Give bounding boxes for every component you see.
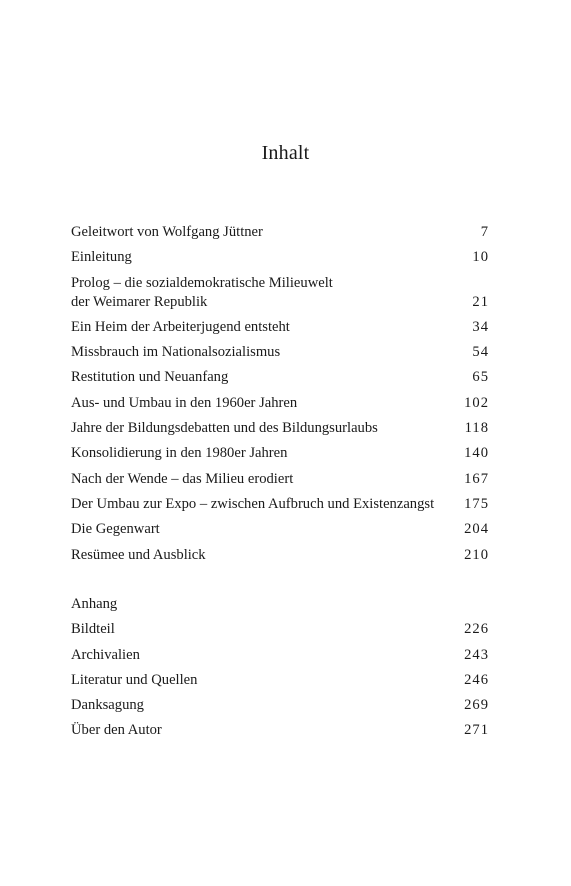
appendix-entry-label: Literatur und Quellen bbox=[71, 671, 198, 688]
toc-entry-page: 65 bbox=[472, 369, 489, 386]
appendix-entry bbox=[71, 620, 489, 639]
toc-entry-label: Resümee und Ausblick bbox=[71, 546, 206, 563]
appendix-entry-page: 269 bbox=[464, 697, 489, 714]
toc-entry bbox=[71, 248, 489, 267]
toc-entry-label: Restitution und Neuanfang bbox=[71, 369, 229, 386]
toc-entry-page: 10 bbox=[472, 249, 489, 266]
toc-entry-label: Geleitwort von Wolfgang Jüttner bbox=[71, 224, 263, 240]
toc-entry-label: Ein Heim der Arbeiterjugend entsteht bbox=[71, 318, 290, 335]
toc-entry-label: Konsolidierung in den 1980er Jahren bbox=[71, 445, 288, 462]
table-of-contents bbox=[71, 223, 489, 571]
appendix-entry-page: 243 bbox=[464, 646, 489, 663]
toc-entry-page: 102 bbox=[464, 394, 489, 411]
appendix-entry-label: Über den Autor bbox=[71, 722, 162, 739]
toc-entry-page: 140 bbox=[464, 445, 489, 462]
toc-entry-page: 204 bbox=[464, 521, 489, 538]
toc-entry-label: Jahre der Bildungsdebatten und des Bildungsurlaubs bbox=[71, 420, 378, 437]
toc-entry bbox=[71, 318, 489, 337]
toc-entry-label: Die Gegenwart bbox=[71, 521, 160, 538]
appendix-heading: Anhang bbox=[71, 596, 118, 612]
toc-entry-label: Prolog – die sozialdemokratische Milieuwelt der Weimarer Republik bbox=[71, 274, 333, 310]
toc-entry-label: Missbrauch im Nationalsozialismus bbox=[71, 344, 281, 361]
appendix-entry-page: 226 bbox=[464, 621, 489, 638]
toc-entry-page: 7 bbox=[480, 224, 489, 240]
appendix-entry-page: 271 bbox=[464, 722, 489, 739]
toc-entry-page: 210 bbox=[464, 546, 489, 563]
toc-entry bbox=[71, 470, 489, 489]
appendix-entry-label: Danksagung bbox=[71, 697, 144, 714]
toc-entry-page: 21 bbox=[472, 293, 489, 310]
toc-entry-page: 175 bbox=[464, 495, 489, 512]
toc-entry-page: 34 bbox=[472, 318, 489, 335]
appendix-entry-label: Archivalien bbox=[71, 646, 140, 663]
toc-entry bbox=[71, 343, 489, 362]
toc-entry-label: Nach der Wende – das Milieu erodiert bbox=[71, 470, 294, 487]
toc-entry bbox=[71, 394, 489, 413]
appendix-entry bbox=[71, 646, 489, 665]
toc-entry-page: 54 bbox=[472, 344, 489, 361]
toc-entry bbox=[71, 223, 489, 242]
appendix-entry bbox=[71, 696, 489, 715]
toc-entry-page: 118 bbox=[464, 420, 489, 437]
toc-entry bbox=[71, 495, 489, 514]
appendix-entry bbox=[71, 721, 489, 740]
page-title: Inhalt bbox=[261, 142, 310, 164]
toc-entry-page: 167 bbox=[464, 470, 489, 487]
toc-entry bbox=[71, 368, 489, 387]
toc-entry-label: Aus- und Umbau in den 1960er Jahren bbox=[71, 394, 298, 411]
toc-entry bbox=[71, 520, 489, 539]
toc-entry bbox=[71, 444, 489, 463]
appendix-entry-label: Bildteil bbox=[71, 621, 115, 638]
appendix-section bbox=[71, 595, 489, 747]
toc-entry-label: Einleitung bbox=[71, 249, 132, 266]
appendix-entry bbox=[71, 671, 489, 690]
toc-entry-label: Der Umbau zur Expo – zwischen Aufbruch und Existenzangst bbox=[71, 495, 435, 512]
toc-entry bbox=[71, 419, 489, 438]
toc-entry bbox=[71, 274, 489, 312]
appendix-entry-page: 246 bbox=[464, 671, 489, 688]
toc-entry bbox=[71, 546, 489, 565]
